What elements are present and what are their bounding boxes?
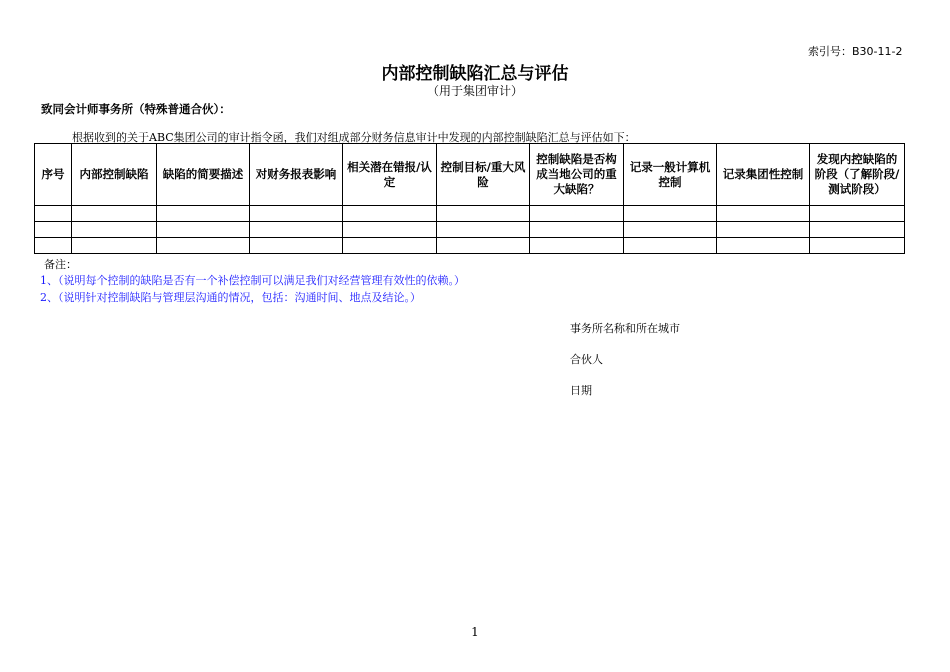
table-cell[interactable] [437, 238, 530, 254]
deficiency-table [34, 143, 905, 254]
signature-partner: 合伙人 [570, 353, 603, 366]
index-value: B30-11-2 [852, 45, 903, 58]
column-header: 序号 [35, 144, 72, 206]
table-cell[interactable] [250, 222, 343, 238]
column-header: 记录一般计算机控制 [624, 144, 717, 206]
table-cell[interactable] [35, 238, 72, 254]
table-cell[interactable] [343, 206, 437, 222]
table-cell[interactable] [437, 222, 530, 238]
page-subtitle: （用于集团审计） [426, 84, 523, 98]
table-cell[interactable] [717, 206, 810, 222]
table-cell[interactable] [157, 206, 250, 222]
page-title: 内部控制缺陷汇总与评估 [381, 64, 569, 84]
table-cell[interactable] [530, 238, 624, 254]
column-header: 控制缺陷是否构成当地公司的重大缺陷？ [530, 144, 624, 206]
table-cell[interactable] [157, 238, 250, 254]
note-item: 2、（说明针对控制缺陷与管理层沟通的情况，包括：沟通时间、地点及结论。） [40, 291, 421, 304]
column-header: 缺陷的简要描述 [157, 144, 250, 206]
column-header: 发现内控缺陷的阶段（了解阶段/测试阶段） [810, 144, 905, 206]
notes-label: 备注： [44, 258, 77, 271]
table-cell[interactable] [437, 206, 530, 222]
table-cell[interactable] [250, 206, 343, 222]
intro-paragraph: 根据收到的关于ABC集团公司的审计指令函，我们对组成部分财务信息审计中发现的内部控制缺陷汇总与评估如下： [72, 131, 636, 144]
table-cell[interactable] [250, 238, 343, 254]
table-cell[interactable] [624, 238, 717, 254]
signature-date: 日期 [570, 384, 592, 397]
table-row [35, 238, 905, 254]
index-label: 索引号： [808, 45, 852, 58]
table-row [35, 206, 905, 222]
table-cell[interactable] [157, 222, 250, 238]
table-cell[interactable] [72, 238, 157, 254]
table-cell[interactable] [624, 222, 717, 238]
table-cell[interactable] [624, 206, 717, 222]
table-cell[interactable] [530, 206, 624, 222]
table-cell[interactable] [810, 206, 905, 222]
signature-firm: 事务所名称和所在城市 [570, 322, 680, 335]
page-number: 1 [471, 625, 479, 639]
addressee: 致同会计师事务所（特殊普通合伙）： [41, 102, 231, 116]
column-header: 控制目标/重大风险 [437, 144, 530, 206]
table-cell[interactable] [72, 206, 157, 222]
table-cell[interactable] [72, 222, 157, 238]
table-cell[interactable] [810, 238, 905, 254]
column-header: 相关潜在错报/认定 [343, 144, 437, 206]
table-cell[interactable] [35, 206, 72, 222]
table-cell[interactable] [717, 222, 810, 238]
column-header: 内部控制缺陷 [72, 144, 157, 206]
table-row [35, 222, 905, 238]
table-cell[interactable] [810, 222, 905, 238]
note-item: 1、（说明每个控制的缺陷是否有一个补偿控制可以满足我们对经营管理有效性的依赖。） [40, 274, 465, 287]
table-cell[interactable] [343, 238, 437, 254]
column-header: 对财务报表影响 [250, 144, 343, 206]
table-header-row [35, 144, 905, 206]
table-cell[interactable] [35, 222, 72, 238]
table-cell[interactable] [343, 222, 437, 238]
table-cell[interactable] [530, 222, 624, 238]
column-header: 记录集团性控制 [717, 144, 810, 206]
table-cell[interactable] [717, 238, 810, 254]
index-reference [808, 43, 902, 59]
